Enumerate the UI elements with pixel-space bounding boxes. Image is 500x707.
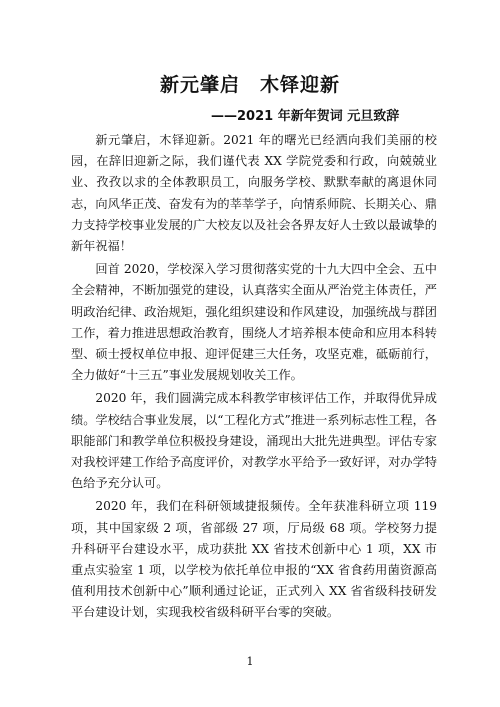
paragraph: 回首 2020，学校深入学习贯彻落实党的十九大四中全会、五中全会精神，不断加强党的建设，认真落实全面从严治党主体责任，严明政治纪律、政治规矩，强化组织建设和作风建设，加强统战与群团工作，着力推进思想政治教育，围绕人才培养根本使命和应用本科转型、硕士授权单位申报、迎评促建三大任务，攻坚克难，砥砺前行，全力做好“十三五”事业发展规划收关工作。	[71, 262, 437, 383]
page-subtitle: ——2021 年新年贺词 元旦致辞	[211, 109, 400, 124]
paragraph: 2020 年，我们圆满完成本科教学审核评估工作，并取得优异成绩。学校结合事业发展，以“工程化方式”推进一系列标志性工程，各职能部门和教学单位积极投身建设，涌现出大批先进典型。评估专家对我校评建工作给予高度评价，对教学水平给予一致好评，对办学特色给予充分认可。	[71, 391, 437, 491]
page-number: 1	[246, 655, 254, 668]
body-text	[71, 130, 437, 626]
page-title: 新元肇启 木铎迎新	[159, 74, 340, 96]
paragraph: 新元肇启，木铎迎新。2021 年的曙光已经洒向我们美丽的校园，在辞旧迎新之际，我们谨代表 XX 学院党委和行政，向兢兢业业、孜孜以求的全体教职员工，向服务学校、默默奉献的离退休同志，向风华正茂、奋发有为的莘莘学子，向情系师院、长期关心、鼎力支持学校事业发展的广大校友以及社会各界友好人士致以最诚挚的新年祝福！	[71, 133, 437, 254]
paragraph: 2020 年，我们在科研领域捷报频传。全年获准科研立项 119 项，其中国家级 2 项，省部级 27 项，厅局级 68 项。学校努力提升科研平台建设水平，成功获批 XX 省技术创新中心 1 项，XX 市重点实验室 1 项，以学校为依托单位申报的“XX 省食药用菌资源高值利用技术创新中心”顺利通过论证，正式列入 XX 省省级科技研发平台建设计划，实现我校省级科研平台零的突破。	[71, 499, 437, 620]
